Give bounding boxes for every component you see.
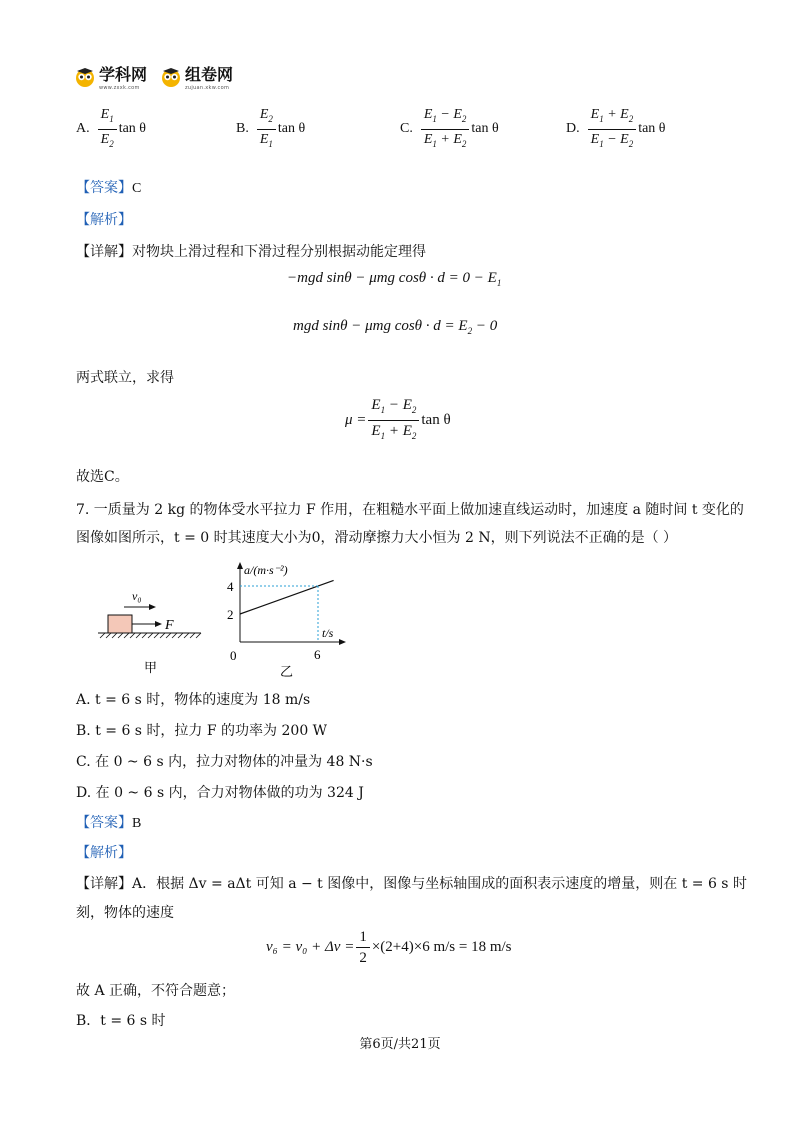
q7-option-a: A. t = 6 s 时，物体的速度为 18 m/s [76, 692, 311, 708]
q6-select: 故选C。 [76, 469, 129, 485]
y-axis-arrow [237, 562, 243, 569]
q6-combine: 两式联立，求得 [76, 370, 174, 386]
x-axis-label: t/s [322, 626, 334, 640]
q7-detail-line1: 【详解】A．根据 Δv = aΔt 可知 a − t 图像中，图像与坐标轴围成的面积表示速度的增量，则在 t = 6 s 时 [76, 876, 747, 892]
q6-equation-1: −mgd sinθ − μmg $\cos\theta \cdot d = 0 - E_1$ [287, 270, 502, 288]
figure-yi-caption: 乙 [280, 665, 294, 678]
q7-stem-line2: 图像如图所示，t = 0 时其速度大小为0，滑动摩擦力大小恒为 2 N，则下列说法不正确的是（ ） [76, 530, 678, 546]
figure-jia-block-diagram [96, 585, 206, 675]
force-arrow [132, 621, 162, 627]
owl-icon [160, 66, 182, 88]
q7-analysis-label: 【解析】 [76, 845, 132, 861]
q7-velocity-equation: v₆ = v₀ + Δv = $\frac{1}{2}$ ×(2+4)×6 m/s = 18 m/s [266, 929, 512, 966]
logo-zxxk-sub: www.zxxk.com [99, 85, 140, 91]
y-axis-label: a/(m·s⁻²) [244, 563, 288, 577]
logo-zujuan-text: 组卷网 [185, 65, 234, 84]
tick-label-6: 6 [314, 647, 321, 662]
logo-zujuan-sub: zujuan.xkw.com [185, 85, 230, 91]
tick-label-4: 4 [227, 579, 234, 594]
q7-option-c: C. 在 0 ~ 6 s 内，拉力对物体的冲量为 48 N·s [76, 754, 373, 770]
series-line [240, 580, 334, 614]
q7-b-start: B．t = 6 s 时 [76, 1013, 166, 1029]
q6-analysis-label: 【解析】 [76, 212, 132, 228]
force-label: F [165, 618, 174, 633]
q7-detail-line2: 刻，物体的速度 [76, 905, 174, 921]
q6-option-b: B. $\frac{E_2}{E_1}$ tan θ [236, 107, 306, 149]
q7-conclude-a: 故 A 正确，不符合题意； [76, 983, 236, 999]
block [108, 615, 132, 633]
figure-yi-at-graph [218, 560, 348, 678]
q6-answer: 【答案】C [76, 180, 142, 196]
header-logo-zxxk [74, 62, 147, 91]
q6-mu-equation: μ = $\frac{E_1 - E_2}{E_1 + E_2}$ tan θ [345, 397, 451, 441]
ground-line [98, 633, 201, 638]
v0-arrow [124, 604, 156, 610]
header-logo-zujuan [160, 62, 233, 91]
v0-label: v₀ [132, 589, 142, 603]
q6-option-d: D. $\frac{E_1 + E_2}{E_1 - E_2}$ tan θ [566, 107, 666, 149]
q6-option-a: A. $\frac{E_1}{E_2}$ tan θ [76, 107, 146, 149]
q6-equation-2: mgd sinθ − μmg $\cos\theta \cdot d = E_2 - 0$ [293, 318, 498, 336]
tick-label-0: 0 [230, 648, 237, 663]
owl-icon [74, 66, 96, 88]
q7-option-d: D. 在 0 ~ 6 s 内，合力对物体做的功为 324 J [76, 785, 364, 801]
figure-jia-caption: 甲 [144, 661, 158, 675]
q6-detail: 【详解】对物块上滑过程和下滑过程分别根据动能定理得 [76, 244, 426, 260]
tick-label-2: 2 [227, 607, 234, 622]
q6-option-c: C. $\frac{E_1 - E_2}{E_1 + E_2}$ tan θ [400, 107, 499, 149]
q7-answer: 【答案】B [76, 815, 142, 831]
page-number: 第6页/共21页 [359, 1037, 441, 1052]
q7-option-b: B. t = 6 s 时，拉力 F 的功率为 200 W [76, 723, 328, 739]
x-axis-arrow [339, 639, 346, 645]
logo-zxxk-text: 学科网 [99, 65, 148, 84]
q7-stem-line1: 7. 一质量为 2 kg 的物体受水平拉力 F 作用，在粗糙水平面上做加速直线运动时，加速度 a 随时间 t 变化的 [76, 502, 744, 518]
